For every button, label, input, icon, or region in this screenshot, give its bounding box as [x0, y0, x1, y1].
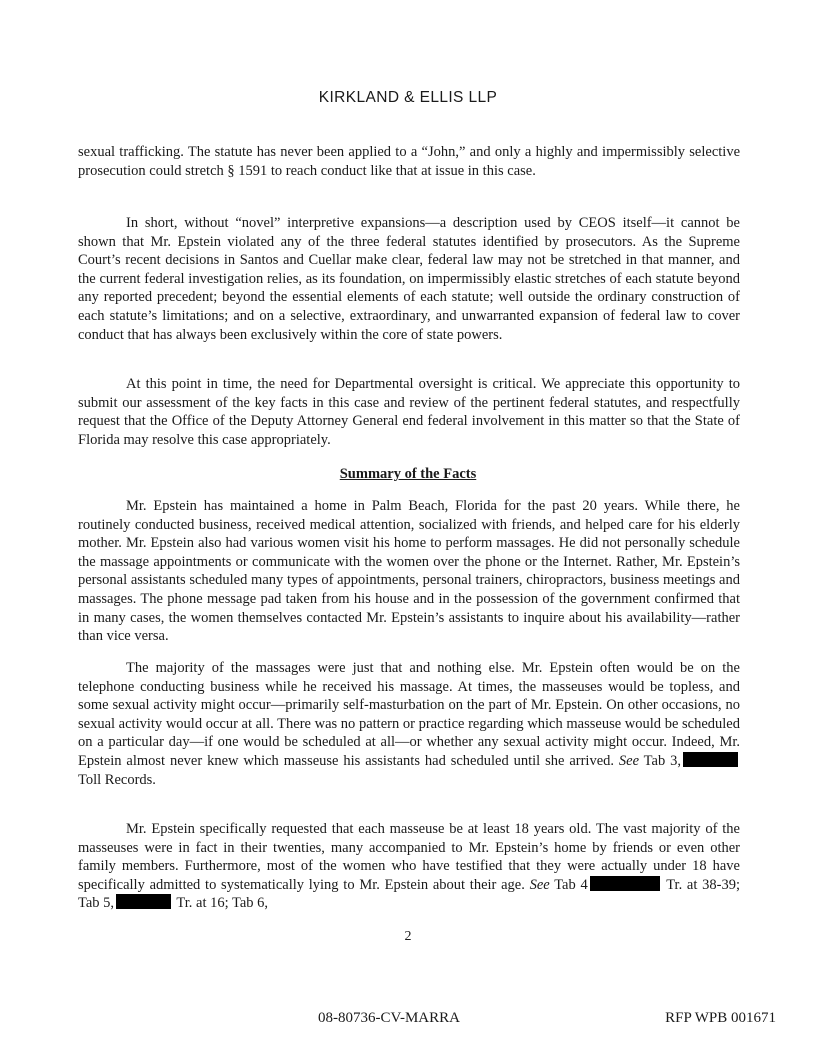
citation-tr-1: Tr. at 38-39; Tab 5,: [78, 876, 740, 912]
paragraph-5-text: [78, 659, 740, 789]
redaction-box: [116, 894, 171, 909]
paragraph-5: [78, 659, 740, 789]
citation-tab-4: Tab 4: [549, 876, 588, 893]
paragraph-2: [78, 214, 740, 344]
case-number: 08-80736-CV-MARRA: [318, 1010, 460, 1026]
paragraph-5-main: The majority of the massages were just that and nothing else. Mr. Epstein often would be on the telephone conducting business while he received his massage. At times, the masseuses would be topless, and some sexual activity might occur—primarily self-masturbation on the part of Mr. Epstein. On other occasions, no sexual activity would occur at all. There was no pattern or practice regarding which masseuse would be scheduled on a particular day—if one would be scheduled at all—or whether any sexual activity might occur. Indeed, Mr. Epstein almost never knew which masseuse his assistants had scheduled until she arrived.: [78, 660, 740, 769]
section-heading: Summary of the Facts: [339, 466, 477, 482]
paragraph-3-text: At this point in time, the need for Departmental oversight is critical. We appreciate this opportunity to submit our assessment of the key facts in this case and review of the pertinent federal statutes, and respectfully request that the Office of the Deputy Attorney General end federal involvement in this matter so that the State of Florida may resolve this case appropriately.: [78, 376, 740, 448]
citation-tr-2: Tr. at 16; Tab 6,: [173, 895, 269, 912]
bates-number: RFP WPB 001671: [665, 1010, 776, 1026]
paragraph-6: [78, 820, 740, 913]
paragraph-2-text: In short, without “novel” interpretive expansions—a description used by CEOS itself—it cannot be shown that Mr. Epstein violated any of the three federal statutes identified by prosecutors. As the Supreme Court’s recent decisions in Santos and Cuellar make clear, federal law may not be stretched in that manner, and the current federal investigation relies, as its foundation, on impermissibly elastic stretches of each statute beyond any reported precedent; beyond the essential elements of each statute; well outside the ordinary construction of each statute’s limitations; and on a selective, extraordinary, and unwarranted expansion of federal law to cover conduct that has always been exclusively within the core of state powers.: [78, 215, 740, 343]
paragraph-4: [78, 497, 740, 646]
citation-tab: Tab 3,: [639, 752, 681, 769]
citation-see: See: [529, 876, 550, 893]
firm-header: KIRKLAND & ELLIS LLP: [318, 89, 498, 106]
paragraph-3: [78, 375, 740, 449]
redaction-box: [590, 876, 660, 891]
paragraph-6-text: [78, 820, 740, 913]
redaction-box: [683, 752, 738, 767]
citation-see: See: [618, 752, 640, 769]
citation-end: Toll Records.: [78, 771, 156, 788]
paragraph-4-text: Mr. Epstein has maintained a home in Palm Beach, Florida for the past 20 years. While there, he routinely conducted business, received medical attention, socialized with friends, and helped care for his elderly mother. Mr. Epstein also had various women visit his home to perform massages. He did not personally schedule the massage appointments or communicate with the women over the phone or the Internet. Rather, Mr. Epstein’s personal assistants scheduled many types of appointments, personal trainers, chiropractors, business meetings and massages. The phone message pad taken from his house and in the possession of the government confirmed that in many cases, the women themselves contacted Mr. Epstein’s assistants to inquire about his availability—rather than vice versa.: [78, 498, 740, 645]
paragraph-1: [78, 143, 740, 180]
paragraph-6-main: Mr. Epstein specifically requested that each masseuse be at least 18 years old. The vast majority of the masseuses were in fact in their twenties, many accompanied to Mr. Epstein’s home by friends or even other family members. Furthermore, most of the women who have testified that they were actually under 18 have specifically admitted to systematically lying to Mr. Epstein about their age.: [78, 821, 740, 893]
paragraph-1-text: sexual trafficking. The statute has never been applied to a “John,” and only a highly and impermissibly selective prosecution could stretch § 1591 to reach conduct like that at issue in this case.: [78, 144, 740, 179]
page-number: 2: [404, 929, 412, 944]
